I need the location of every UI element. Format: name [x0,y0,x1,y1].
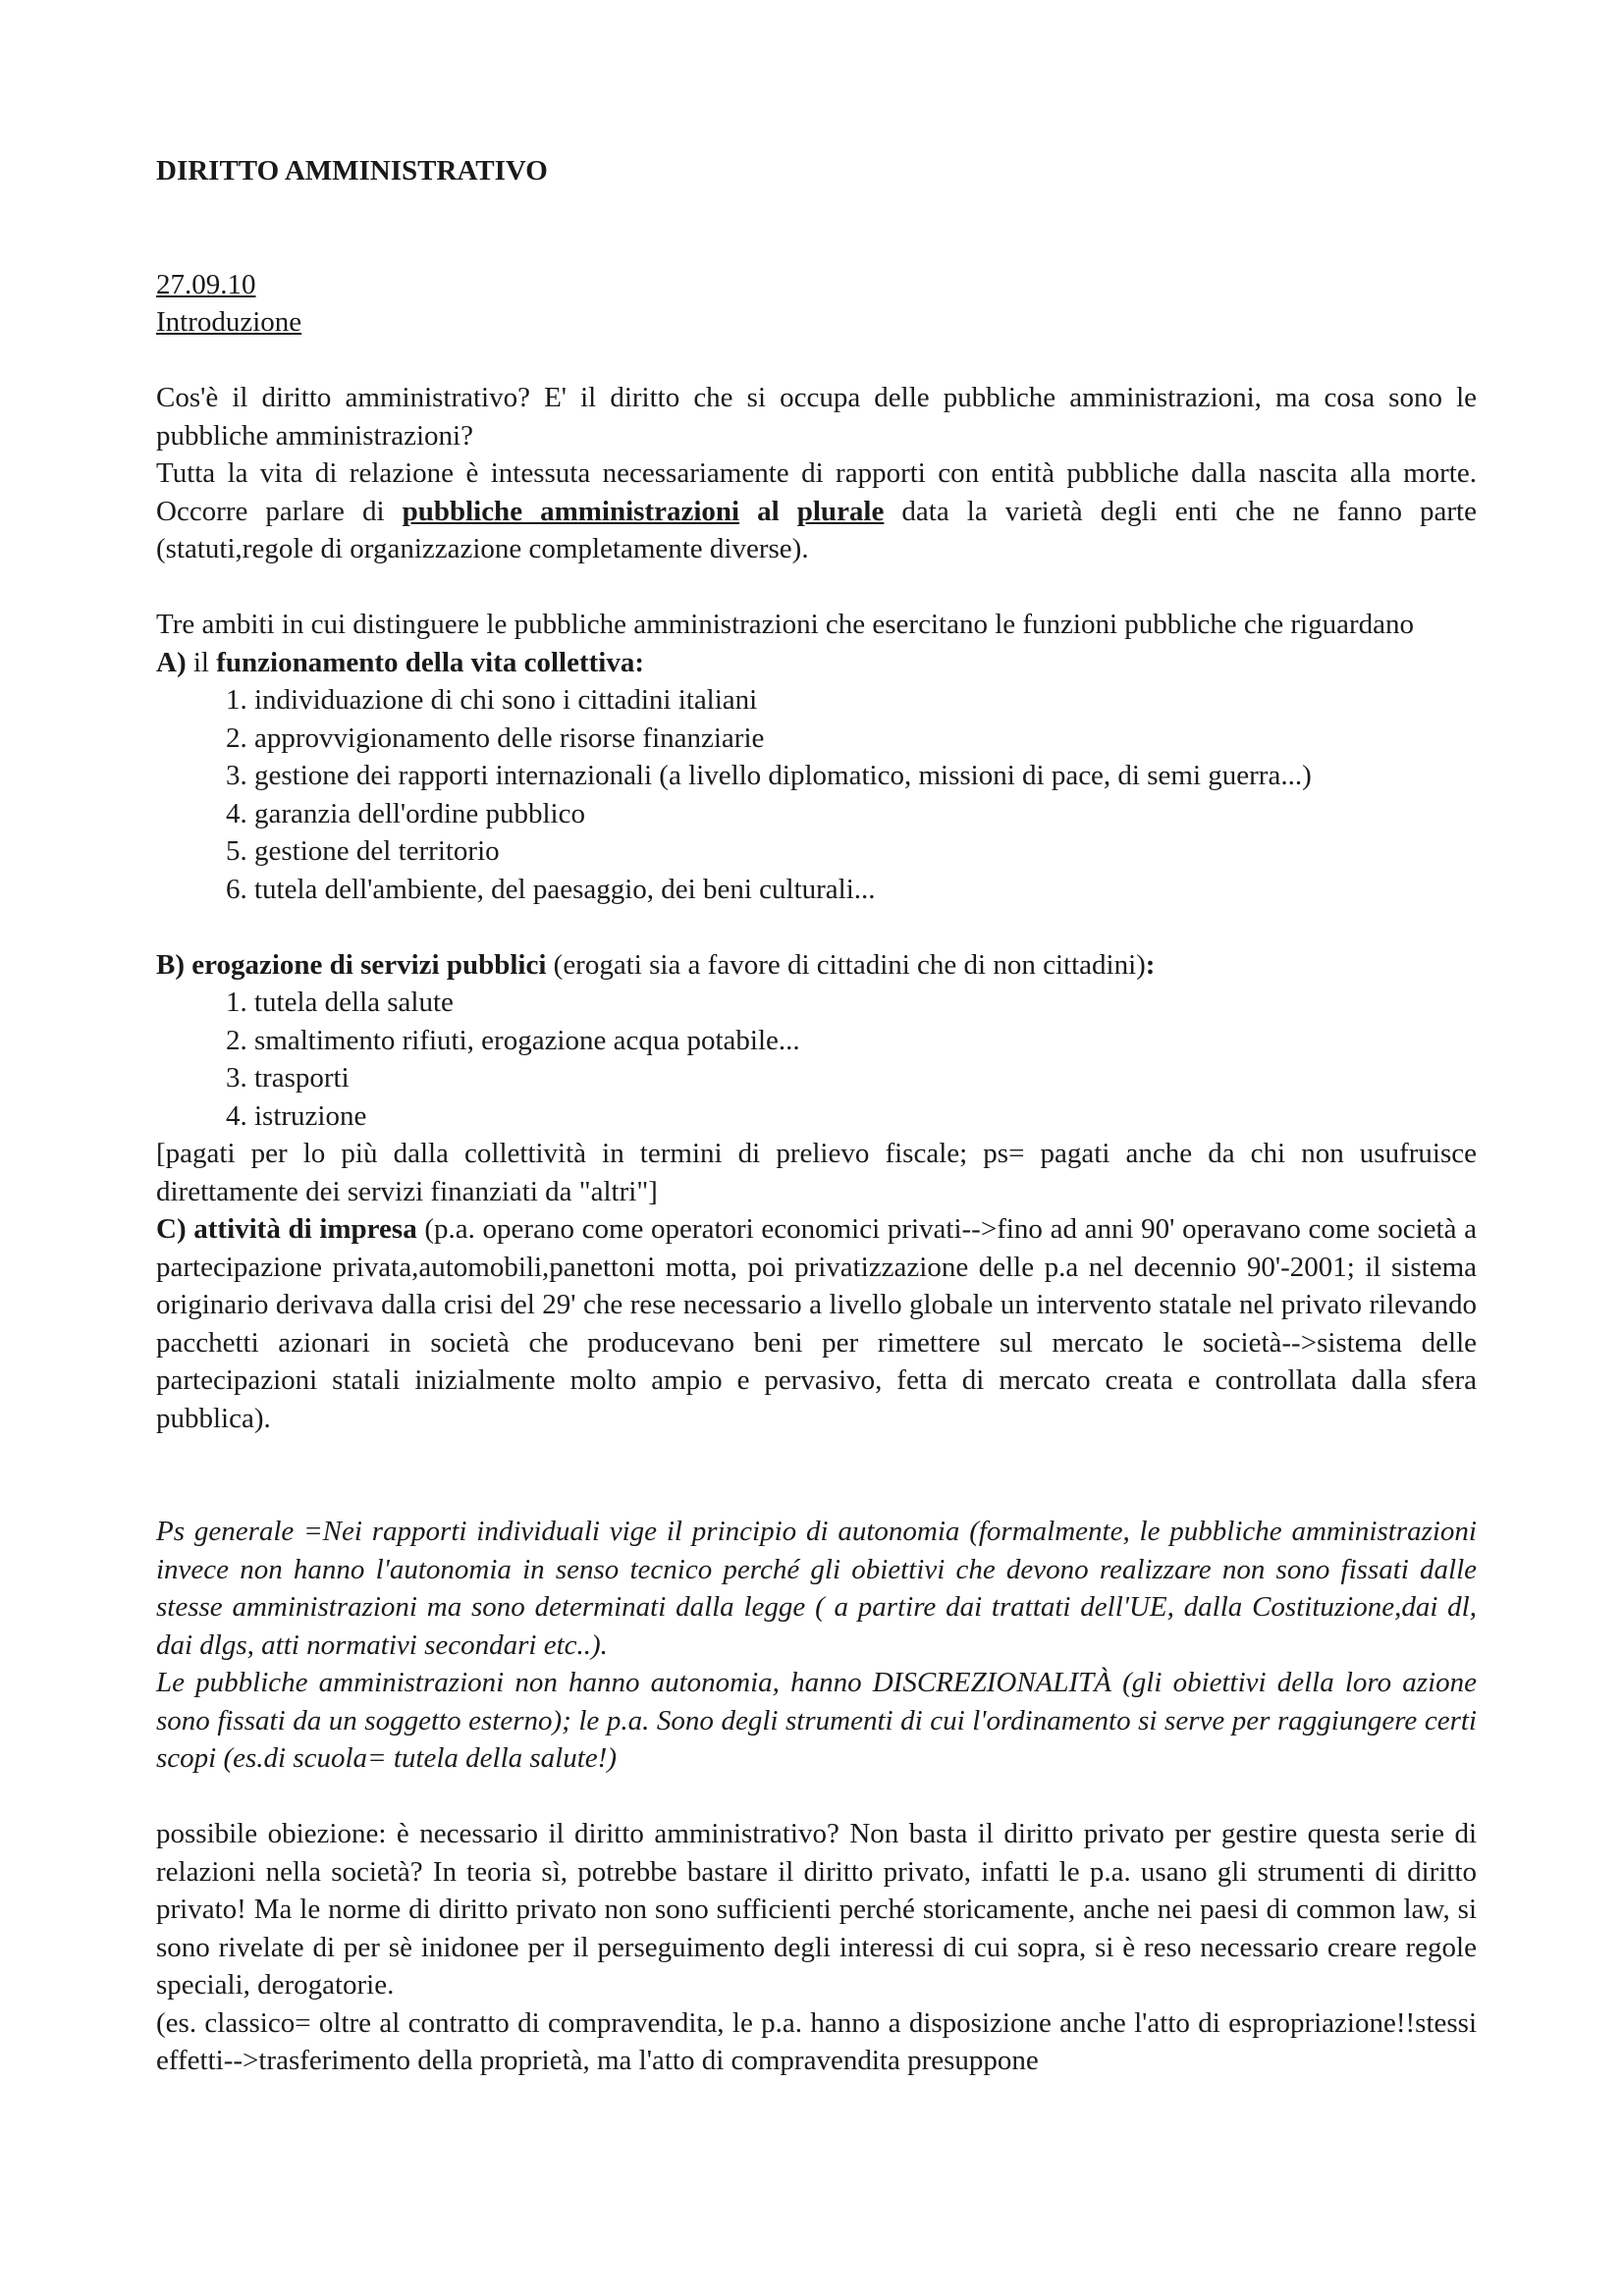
list-item: 1. tutela della salute [254,984,1477,1022]
obiezione-paragraph-2: (es. classico= oltre al contratto di compravendita, le p.a. hanno a disposizione anche l'atto di espropriazione!!stessi effetti-->trasferimento della proprietà, ma l'atto di compravendita presuppone [156,2006,1477,2076]
list-item: 3. trasporti [254,1059,1477,1097]
ps-paragraph-2: Le pubbliche amministrazioni non hanno autonomia, hanno DISCREZIONALITÀ (gli obiettivi della loro azione sono fissati da un soggetto esterno); le p.a. Sono degli strumenti di cui l'ordinamento si serve per raggiungere certi scopi (es.di scuola= tutela della salute!) [156,1667,1477,1774]
list-item: 2. smaltimento rifiuti, erogazione acqua potabile... [254,1022,1477,1060]
intro-paragraph-1: Cos'è il diritto amministrativo? E' il diritto che si occupa delle pubbliche amministrazioni, ma cosa sono le pubbliche amministrazioni? [156,382,1477,452]
list-item: 5. gestione del territorio [254,832,1477,871]
list-item: 3. gestione dei rapporti internazionali (a livello diplomatico, missioni di pace, di semi guerra...) [254,757,1477,795]
emphasis-plurale: plurale [796,495,885,527]
lecture-date: 27.09.10 [156,268,256,300]
intro-text: Tutta la vita di relazione è intessuta necessariamente di rapporti con entità pubbliche dalla nascita alla morte. Occorre parlare di [156,457,1477,527]
section-c-paragraph [156,1210,1477,1437]
obiezione-paragraph-1: possibile obiezione: è necessario il diritto amministrativo? Non basta il diritto privato per gestire questa serie di relazioni nella società? In teoria sì, potrebbe bastare il diritto privato, infatti le p.a. usano gli strumenti di diritto privato! Ma le norme di diritto privato non sono sufficienti perché storicamente, anche nei paesi di common law, si sono rivelate di per sè inidonee per il perseguimento degli interessi di cui sopra, si è reso necessario creare regole speciali, derogatorie. [156,1818,1477,2001]
section-c-text: (p.a. operano come operatori economici privati-->fino ad anni 90' operavano come società a partecipazione privata,automobili,panettoni motta, poi privatizzazione delle p.a nel decennio 90'-2001; il sistema originario derivava dalla crisi del 29' che rese necessario a livello globale un intervento statale nel privato rilevando pacchetti azionari in società che producevano beni per rimettere sul mercato le società-->sistema delle partecipazioni statali inizialmente molto ampio e pervasivo, fetta di mercato creata e controllata dalla sfera pubblica). [156,1213,1477,1434]
section-b-heading [156,946,1477,985]
list-item: 1. individuazione di chi sono i cittadini italiani [254,681,1477,720]
section-b-colon: : [1145,948,1156,981]
intro-paragraph-2 [156,454,1477,568]
document-body [156,152,1477,2080]
section-a-pre: il [186,646,217,678]
section-heading: Introduzione [156,306,302,338]
section-a-heading [156,644,1477,682]
list-item: 2. approvvigionamento delle risorse finanziarie [254,720,1477,758]
ps-paragraph-1: Ps generale =Nei rapporti individuali vige il principio di autonomia (formalmente, le pubbliche amministrazioni invece non hanno l'autonomia in senso tecnico perché gli obiettivi che devono realizzare non sono fissati dalle stesse amministrazioni ma sono determinati dalla legge ( a partire dai trattati dell'UE, dalla Costituzione,dai dl, dai dlgs, atti normativi secondari etc..). [156,1516,1477,1661]
emphasis-pubbliche-amministrazioni: pubbliche amministrazioni [402,495,740,527]
section-a-letter: A) [156,646,187,678]
emphasis-al: al [739,495,797,527]
section-b-title: B) erogazione di servizi pubblici [156,948,547,981]
document-title: DIRITTO AMMINISTRATIVO [156,155,548,187]
section-c-title: C) attività di impresa [156,1213,417,1245]
section-a-title: funzionamento della vita collettiva: [216,646,644,678]
section-b-note: (erogati sia a favore di cittadini che di non cittadini) [546,948,1146,981]
list-item: 6. tutela dell'ambiente, del paesaggio, dei beni culturali... [254,871,1477,909]
section-b-list [156,984,1477,1135]
list-item: 4. garanzia dell'ordine pubblico [254,795,1477,833]
list-item: 4. istruzione [254,1097,1477,1136]
intro-text-end: data la varietà degli enti che ne fanno parte (statuti,regole di organizzazione completamente diverse). [156,495,1477,564]
ambiti-intro: Tre ambiti in cui distinguere le pubbliche amministrazioni che esercitano le funzioni pubbliche che riguardano [156,609,1414,640]
section-b-note-paragraph: [pagati per lo più dalla collettività in termini di prelievo fiscale; ps= pagati anche da chi non usufruisce direttamente dei servizi finanziati da "altri"] [156,1138,1477,1207]
section-a-list [156,681,1477,908]
